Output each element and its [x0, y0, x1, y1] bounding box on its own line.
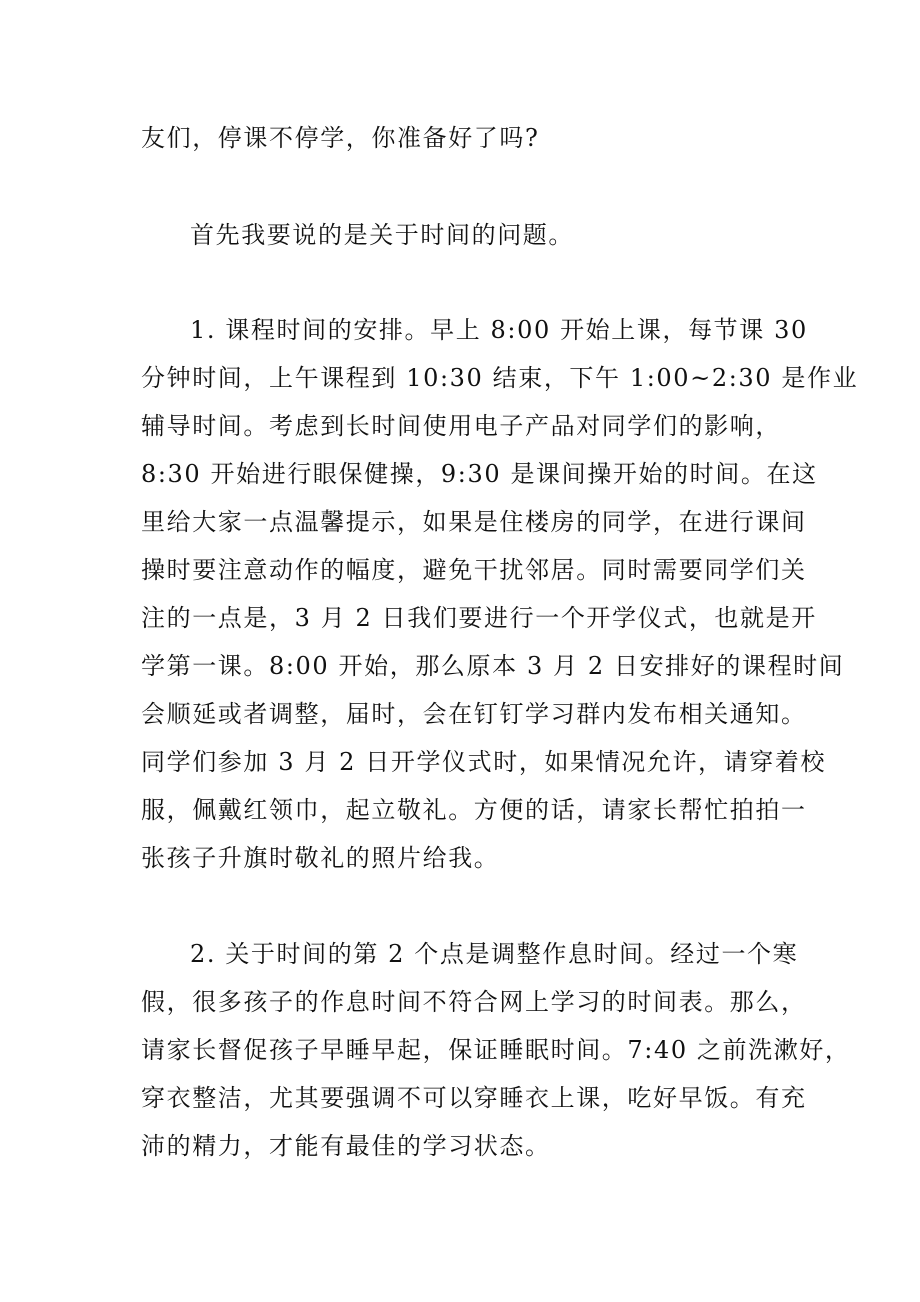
- paragraph-line: 操时要注意动作的幅度，避免干扰邻居。同时需要同学们关: [141, 556, 807, 584]
- paragraph-line: 穿衣整洁，尤其要强调不可以穿睡衣上课，吃好早饭。有充: [141, 1084, 807, 1112]
- paragraph-line: 学第一课。8:00 开始，那么原本 3 月 2 日安排好的课程时间: [141, 652, 845, 680]
- paragraph-line: 友们，停课不停学，你准备好了吗?: [141, 124, 540, 152]
- paragraph-line: 辅导时间。考虑到长时间使用电子产品对同学们的影响，: [141, 412, 781, 440]
- paragraph-line: 2. 关于时间的第 2 个点是调整作息时间。经过一个寒: [190, 940, 799, 968]
- paragraph-line: 请家长督促孩子早睡早起，保证睡眠时间。7:40 之前洗漱好，: [141, 1036, 851, 1064]
- paragraph-line: 首先我要说的是关于时间的问题。: [190, 221, 574, 249]
- paragraph-line: 8:30 开始进行眼保健操，9:30 是课间操开始的时间。在这: [141, 460, 818, 488]
- paragraph-line: 服，佩戴红领巾，起立敬礼。方便的话，请家长帮忙拍拍一: [141, 796, 807, 824]
- paragraph-line: 里给大家一点温馨提示，如果是住楼房的同学，在进行课间: [141, 508, 807, 536]
- paragraph-line: 会顺延或者调整，届时，会在钉钉学习群内发布相关通知。: [141, 700, 807, 728]
- paragraph-line: 1. 课程时间的安排。早上 8:00 开始上课，每节课 30: [190, 316, 808, 344]
- paragraph-line: 张孩子升旗时敬礼的照片给我。: [141, 844, 500, 872]
- paragraph-line: 同学们参加 3 月 2 日开学仪式时，如果情况允许，请穿着校: [141, 748, 827, 776]
- paragraph-line: 注的一点是，3 月 2 日我们要进行一个开学仪式，也就是开: [141, 604, 817, 632]
- paragraph-line: 假，很多孩子的作息时间不符合网上学习的时间表。那么，: [141, 988, 807, 1016]
- paragraph-line: 沛的精力，才能有最佳的学习状态。: [141, 1132, 551, 1160]
- paragraph-line: 分钟时间，上午课程到 10:30 结束，下午 1:00~2:30 是作业: [141, 364, 859, 392]
